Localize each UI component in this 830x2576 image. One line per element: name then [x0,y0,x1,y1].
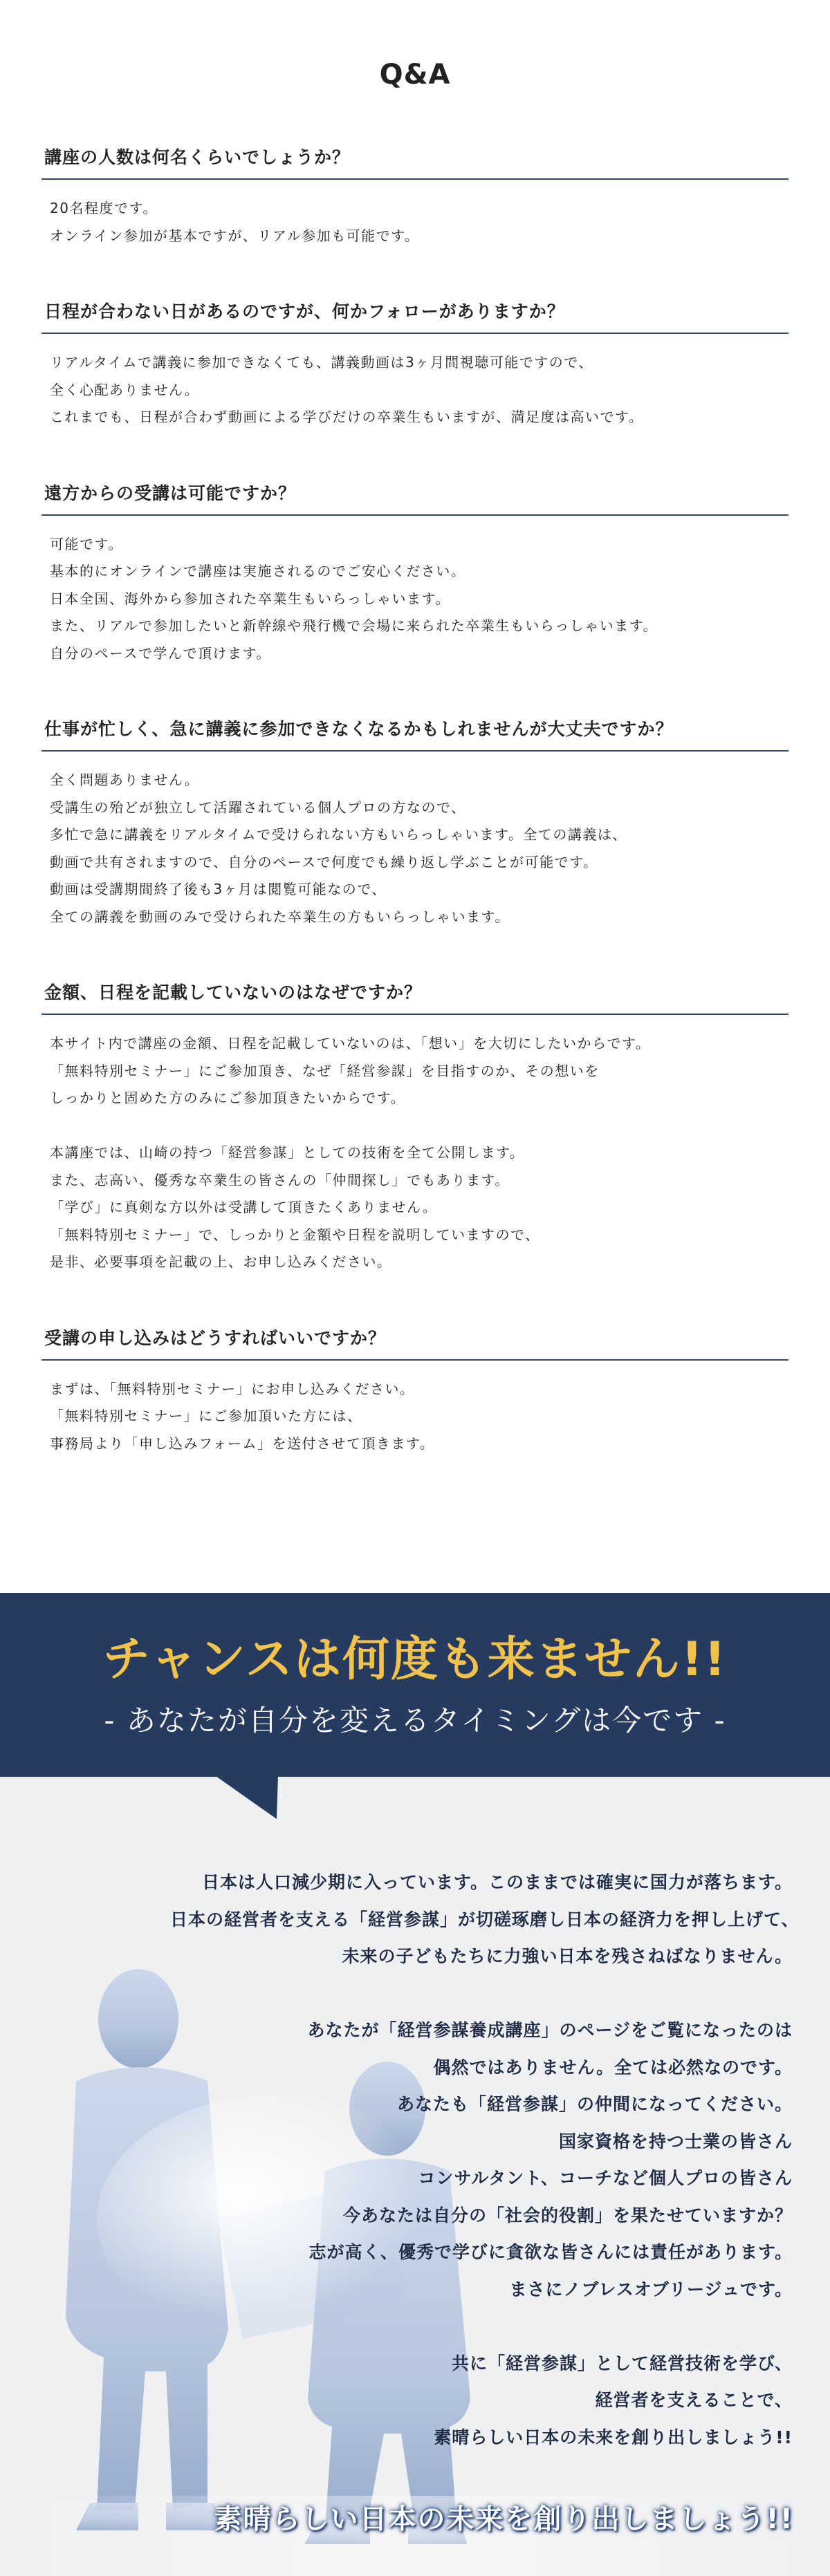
answer-line: 「学び」に真剣な方以外は受講して頂きたくありません。 [50,1199,438,1215]
answer-line: リアルタイムで講義に参加できなくても、講義動画は3ヶ月間視聴可能ですので、 [50,354,593,371]
answer-line: 是非、必要事項を記載の上、お申し込みください。 [50,1253,392,1270]
chance-subheadline: - あなたが自分を変えるタイミングは今です - [104,1704,726,1737]
answer-line: 全く問題ありません。 [50,772,200,788]
answer-line: 全く心配ありません。 [50,381,200,398]
message-line: 素晴らしい日本の未来を創り出しましょう!! [434,2427,793,2447]
answer-line: 「無料特別セミナー」にご参加頂き、なぜ「経営参謀」を目指すのか、その想いを [50,1062,600,1079]
message-line: 志が高く、優秀で学びに貪欲な皆さんには責任があります。 [308,2242,793,2262]
message-line: あなたが「経営参謀養成講座」のページをご覧になったのは [307,2020,793,2040]
answer-line: 動画は受講期間終了後も3ヶ月は閲覧可能なので、 [50,881,387,897]
message-line: 未来の子どもたちに力強い日本を残さねばなりません。 [342,1946,793,1966]
message-line: あなたも「経営参謀」の仲間になってください。 [396,2094,793,2114]
answer-line: 「無料特別セミナー」で、しっかりと金額や日程を説明していますので、 [50,1226,540,1243]
answer-line: しっかりと固めた方のみにご参加頂きたいからです。 [50,1090,406,1106]
message-line: コンサルタント、コーチなど個人プロの皆さん [418,2168,793,2188]
message-line: まさにノブレスオブリージュです。 [509,2279,793,2299]
answer-line: 多忙で急に講義をリアルタイムで受けられない方もいらっしゃいます。全ての講義は、 [50,826,627,843]
qa-question: 遠方からの受講は可能ですか？ [42,481,788,516]
chance-banner [0,1593,830,1777]
qa-item [42,299,788,431]
answer-line: 事務局より「申し込みフォーム」を送付させて頂きます。 [50,1435,435,1452]
answer-line: 自分のペースで学んで頂けます。 [50,644,271,662]
qa-question: 日程が合わない日があるのですが、何かフォローがありますか？ [42,299,788,334]
message-line: 日本の経営者を支える「経営参謀」が切磋琢磨し日本の経済力を押し上げて、 [170,1909,800,1930]
message-line: 国家資格を持つ士業の皆さん [558,2131,793,2152]
answer-line: 日本全国、海外から参加された卒業生もいらっしゃいます。 [50,590,450,607]
qa-question: 仕事が忙しく、急に講義に参加できなくなるかもしれませんが大丈夫ですか？ [42,717,788,752]
answer-line: まずは、「無料特別セミナー」にお申し込みください。 [50,1380,415,1397]
closing-slogan: 素晴らしい日本の未来を創り出しましょう!! [214,2503,794,2535]
answer-line: オンライン参加が基本ですが、リアル参加も可能です。 [50,227,420,244]
message-line: 今あなたは自分の「社会的役割」を果たせていますか？ [342,2205,793,2225]
qa-answer [42,180,788,250]
message-line: 経営者を支えることで、 [595,2390,793,2410]
answer-line: また、リアルで参加したいと新幹線や飛行機で会場に来られた卒業生もいらっしゃいます。 [50,617,658,634]
qa-item [42,980,788,1276]
qa-answer [42,752,788,931]
qa-question: 金額、日程を記載していないのはなぜですか？ [42,980,788,1015]
answer-line [50,1112,788,1140]
answer-line: 基本的にオンラインで講座は実施されるのでご安心ください。 [50,563,466,579]
answer-line: 「無料特別セミナー」にご参加頂いた方には、 [50,1408,362,1424]
answer-line: 本講座では、山崎の持つ「経営参謀」としての技術を全て公開します。 [50,1144,525,1161]
answer-line: 可能です。 [50,535,123,552]
qa-item [42,717,788,931]
answer-line: 動画で共有されますので、自分のペースで何度でも繰り返し学ぶことが可能です。 [50,853,598,870]
answer-line: 20名程度です。 [50,200,158,216]
message-line [170,1975,793,2013]
answer-line: 本サイト内で講座の金額、日程を記載していないのは、「想い」を大切にしたいからです。 [50,1035,651,1052]
message-line: 偶然ではありません。全ては必然なのです。 [433,2057,793,2078]
chance-section [0,1593,830,2576]
answer-line: また、志高い、優秀な卒業生の皆さんの「仲間探し」でもあります。 [50,1171,510,1188]
qa-answer [42,1015,788,1276]
message-line: 日本は人口減少期に入っています。このままでは確実に国力が落ちます。 [201,1872,793,1892]
qa-item [42,1326,788,1458]
answer-line: 受講生の殆どが独立して活躍されている個人プロの方なので、 [50,799,466,816]
answer-line: これまでも、日程が合わず動画による学びだけの卒業生もいますが、満足度は高いです。 [50,409,644,425]
message-line [170,2308,793,2345]
qa-answer [42,334,788,431]
qa-title: Q&A [379,59,451,91]
chance-message [170,1864,800,2456]
qa-item [42,145,788,250]
answer-line: 全ての講義を動画のみで受けられた卒業生の方もいらっしゃいます。 [50,908,510,925]
qa-item [42,481,788,668]
message-line: 共に「経営参謀」として経営技術を学び、 [451,2353,793,2373]
speech-tail-icon [216,1776,278,1819]
chance-headline: チャンスは何度も来ません!! [103,1632,727,1687]
qa-list [0,145,830,1457]
qa-answer [42,1361,788,1458]
qa-question: 受講の申し込みはどうすればいいですか？ [42,1326,788,1361]
qa-question: 講座の人数は何名くらいでしょうか？ [42,145,788,180]
qa-answer [42,516,788,668]
